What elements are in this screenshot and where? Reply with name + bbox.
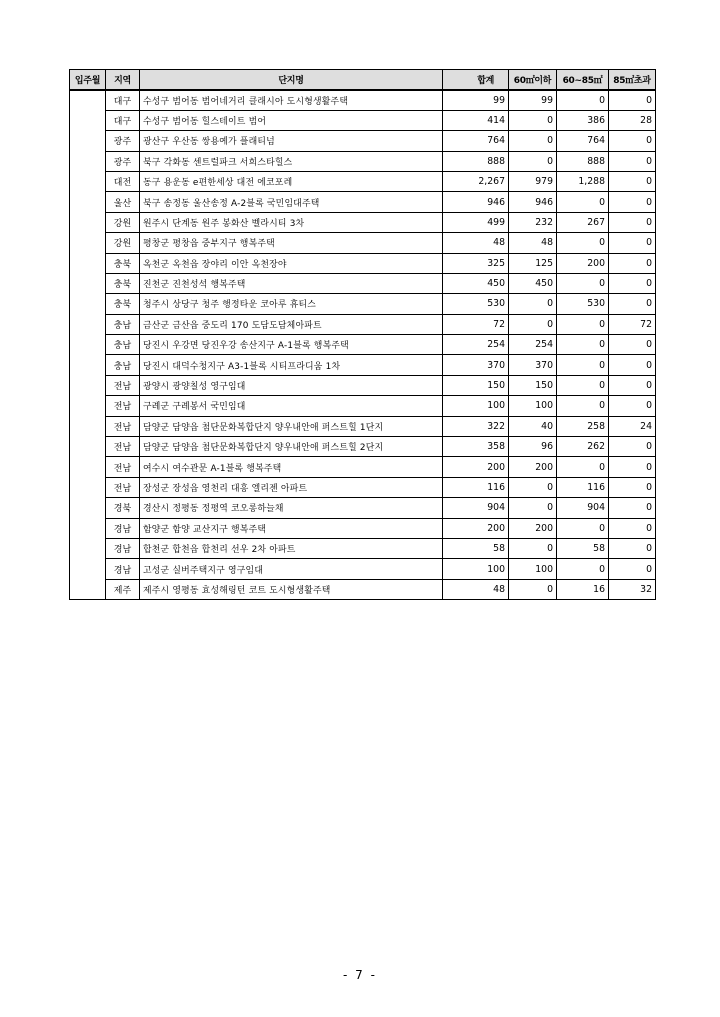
page-number: - 7 -: [343, 968, 377, 982]
under-60-cell: 370: [509, 355, 557, 375]
table-row: [70, 192, 656, 212]
total-cell: 370: [443, 355, 509, 375]
table-row: [70, 457, 656, 477]
mid-60-85-cell: 0: [557, 518, 609, 538]
total-cell: 58: [443, 538, 509, 558]
header-move-in-month: 입주월: [70, 70, 106, 90]
under-60-cell: 0: [509, 110, 557, 130]
total-cell: 150: [443, 375, 509, 395]
total-cell: 48: [443, 579, 509, 599]
complex-name-cell: 청주시 상당구 청주 행정타운 코아루 휴티스: [140, 294, 443, 314]
housing-table: [69, 69, 656, 600]
region-cell: 대구: [106, 90, 140, 110]
mid-60-85-cell: 0: [557, 90, 609, 110]
complex-name-cell: 옥천군 옥천읍 장야리 이안 옥천장야: [140, 253, 443, 273]
region-cell: 전남: [106, 416, 140, 436]
over-85-cell: 0: [609, 212, 656, 232]
mid-60-85-cell: 262: [557, 437, 609, 457]
region-cell: 광주: [106, 131, 140, 151]
mid-60-85-cell: 0: [557, 314, 609, 334]
total-cell: 764: [443, 131, 509, 151]
total-cell: 100: [443, 396, 509, 416]
over-85-cell: 0: [609, 151, 656, 171]
under-60-cell: 0: [509, 294, 557, 314]
total-cell: 450: [443, 273, 509, 293]
under-60-cell: 96: [509, 437, 557, 457]
under-60-cell: 200: [509, 518, 557, 538]
over-85-cell: 0: [609, 273, 656, 293]
complex-name-cell: 금산군 금산읍 중도리 170 도담도담체아파트: [140, 314, 443, 334]
over-85-cell: 0: [609, 335, 656, 355]
total-cell: 946: [443, 192, 509, 212]
under-60-cell: 99: [509, 90, 557, 110]
over-85-cell: 0: [609, 538, 656, 558]
table-row: [70, 90, 656, 110]
under-60-cell: 450: [509, 273, 557, 293]
mid-60-85-cell: 0: [557, 192, 609, 212]
region-cell: 제주: [106, 579, 140, 599]
total-cell: 48: [443, 233, 509, 253]
total-cell: 322: [443, 416, 509, 436]
under-60-cell: 0: [509, 538, 557, 558]
header-total: 합계: [443, 70, 509, 90]
complex-name-cell: 합천군 합천읍 합천리 선우 2차 아파트: [140, 538, 443, 558]
total-cell: 2,267: [443, 171, 509, 191]
complex-name-cell: 경산시 정평동 정평역 코오롱하늘채: [140, 498, 443, 518]
complex-name-cell: 동구 용운동 e편한세상 대전 에코포레: [140, 171, 443, 191]
complex-name-cell: 구례군 구례봉서 국민임대: [140, 396, 443, 416]
mid-60-85-cell: 530: [557, 294, 609, 314]
region-cell: 대전: [106, 171, 140, 191]
mid-60-85-cell: 0: [557, 233, 609, 253]
under-60-cell: 254: [509, 335, 557, 355]
under-60-cell: 200: [509, 457, 557, 477]
under-60-cell: 150: [509, 375, 557, 395]
region-cell: 전남: [106, 396, 140, 416]
table-row: [70, 151, 656, 171]
total-cell: 888: [443, 151, 509, 171]
under-60-cell: 100: [509, 559, 557, 579]
over-85-cell: 28: [609, 110, 656, 130]
total-cell: 99: [443, 90, 509, 110]
table-row: [70, 437, 656, 457]
complex-name-cell: 진천군 진천성석 행복주택: [140, 273, 443, 293]
under-60-cell: 0: [509, 314, 557, 334]
over-85-cell: 0: [609, 233, 656, 253]
region-cell: 전남: [106, 437, 140, 457]
region-cell: 전남: [106, 375, 140, 395]
total-cell: 254: [443, 335, 509, 355]
table-row: [70, 498, 656, 518]
mid-60-85-cell: 0: [557, 559, 609, 579]
table-row: [70, 538, 656, 558]
total-cell: 904: [443, 498, 509, 518]
table-row: [70, 559, 656, 579]
table-row: [70, 273, 656, 293]
region-cell: 강원: [106, 233, 140, 253]
table-row: [70, 335, 656, 355]
header-region: 지역: [106, 70, 140, 90]
complex-name-cell: 수성구 범어동 범어네거리 클래시아 도시형생활주택: [140, 90, 443, 110]
under-60-cell: 100: [509, 396, 557, 416]
over-85-cell: 24: [609, 416, 656, 436]
table-row: [70, 518, 656, 538]
table-row: [70, 396, 656, 416]
mid-60-85-cell: 258: [557, 416, 609, 436]
table-row: [70, 212, 656, 232]
over-85-cell: 32: [609, 579, 656, 599]
header-complex-name: 단지명: [140, 70, 443, 90]
table-row: [70, 416, 656, 436]
mid-60-85-cell: 16: [557, 579, 609, 599]
region-cell: 광주: [106, 151, 140, 171]
complex-name-cell: 북구 각화동 센트럴파크 서희스타힐스: [140, 151, 443, 171]
region-cell: 대구: [106, 110, 140, 130]
complex-name-cell: 원주시 단계동 원주 봉화산 벨라시티 3차: [140, 212, 443, 232]
total-cell: 116: [443, 477, 509, 497]
header-60-85: 60~85㎡: [557, 70, 609, 90]
complex-name-cell: 담양군 담양읍 첨단문화복합단지 양우내안애 퍼스트힐 2단지: [140, 437, 443, 457]
table-row: [70, 375, 656, 395]
total-cell: 200: [443, 457, 509, 477]
header-row: [70, 70, 656, 90]
complex-name-cell: 고성군 실버주택지구 영구임대: [140, 559, 443, 579]
under-60-cell: 232: [509, 212, 557, 232]
over-85-cell: 0: [609, 559, 656, 579]
under-60-cell: 0: [509, 131, 557, 151]
over-85-cell: 0: [609, 375, 656, 395]
mid-60-85-cell: 0: [557, 335, 609, 355]
region-cell: 전남: [106, 457, 140, 477]
complex-name-cell: 여수시 여수관문 A-1블록 행복주택: [140, 457, 443, 477]
table-row: [70, 110, 656, 130]
total-cell: 100: [443, 559, 509, 579]
table-row: [70, 171, 656, 191]
under-60-cell: 48: [509, 233, 557, 253]
region-cell: 전남: [106, 477, 140, 497]
complex-name-cell: 수성구 범어동 힐스테이트 범어: [140, 110, 443, 130]
total-cell: 530: [443, 294, 509, 314]
under-60-cell: 0: [509, 498, 557, 518]
region-cell: 충북: [106, 273, 140, 293]
region-cell: 충남: [106, 314, 140, 334]
over-85-cell: 0: [609, 457, 656, 477]
over-85-cell: 0: [609, 294, 656, 314]
complex-name-cell: 광양시 광양칠성 영구임대: [140, 375, 443, 395]
complex-name-cell: 광산구 우산동 쌍용예가 플래티넘: [140, 131, 443, 151]
complex-name-cell: 당진시 우강면 당진우강 송산지구 A-1블록 행복주택: [140, 335, 443, 355]
total-cell: 325: [443, 253, 509, 273]
mid-60-85-cell: 386: [557, 110, 609, 130]
over-85-cell: 0: [609, 396, 656, 416]
table-row: [70, 579, 656, 599]
over-85-cell: 0: [609, 131, 656, 151]
complex-name-cell: 제주시 영평동 효성해링턴 코트 도시형생활주택: [140, 579, 443, 599]
mid-60-85-cell: 888: [557, 151, 609, 171]
total-cell: 72: [443, 314, 509, 334]
over-85-cell: 0: [609, 90, 656, 110]
total-cell: 414: [443, 110, 509, 130]
under-60-cell: 125: [509, 253, 557, 273]
table-row: [70, 233, 656, 253]
mid-60-85-cell: 0: [557, 457, 609, 477]
mid-60-85-cell: 267: [557, 212, 609, 232]
mid-60-85-cell: 904: [557, 498, 609, 518]
table-row: [70, 294, 656, 314]
under-60-cell: 40: [509, 416, 557, 436]
under-60-cell: 946: [509, 192, 557, 212]
mid-60-85-cell: 764: [557, 131, 609, 151]
mid-60-85-cell: 0: [557, 355, 609, 375]
header-over-85: 85㎡초과: [609, 70, 656, 90]
mid-60-85-cell: 200: [557, 253, 609, 273]
complex-name-cell: 당진시 대덕수청지구 A3-1블록 시티프라디움 1차: [140, 355, 443, 375]
region-cell: 경남: [106, 538, 140, 558]
table-row: [70, 477, 656, 497]
region-cell: 강원: [106, 212, 140, 232]
over-85-cell: 0: [609, 498, 656, 518]
total-cell: 499: [443, 212, 509, 232]
under-60-cell: 0: [509, 579, 557, 599]
region-cell: 경남: [106, 518, 140, 538]
over-85-cell: 72: [609, 314, 656, 334]
total-cell: 358: [443, 437, 509, 457]
table-row: [70, 314, 656, 334]
table-row: [70, 355, 656, 375]
complex-name-cell: 장성군 장성읍 영천리 대흥 엘리젠 아파트: [140, 477, 443, 497]
over-85-cell: 0: [609, 253, 656, 273]
complex-name-cell: 함양군 함양 교산지구 행복주택: [140, 518, 443, 538]
mid-60-85-cell: 1,288: [557, 171, 609, 191]
under-60-cell: 979: [509, 171, 557, 191]
table-row: [70, 131, 656, 151]
region-cell: 충북: [106, 253, 140, 273]
region-cell: 충남: [106, 335, 140, 355]
region-cell: 울산: [106, 192, 140, 212]
over-85-cell: 0: [609, 437, 656, 457]
complex-name-cell: 담양군 담양읍 첨단문화복합단지 양우내안애 퍼스트힐 1단지: [140, 416, 443, 436]
mid-60-85-cell: 58: [557, 538, 609, 558]
mid-60-85-cell: 0: [557, 273, 609, 293]
complex-name-cell: 북구 송정동 울산송정 A-2블록 국민임대주택: [140, 192, 443, 212]
region-cell: 경북: [106, 498, 140, 518]
under-60-cell: 0: [509, 151, 557, 171]
over-85-cell: 0: [609, 355, 656, 375]
table-row: [70, 253, 656, 273]
mid-60-85-cell: 0: [557, 396, 609, 416]
over-85-cell: 0: [609, 477, 656, 497]
move-in-month-cell: [70, 90, 106, 600]
header-under-60: 60㎡이하: [509, 70, 557, 90]
complex-name-cell: 평창군 평창읍 중부지구 행복주택: [140, 233, 443, 253]
over-85-cell: 0: [609, 171, 656, 191]
mid-60-85-cell: 0: [557, 375, 609, 395]
table-body: [70, 90, 656, 600]
over-85-cell: 0: [609, 518, 656, 538]
mid-60-85-cell: 116: [557, 477, 609, 497]
region-cell: 충남: [106, 355, 140, 375]
over-85-cell: 0: [609, 192, 656, 212]
total-cell: 200: [443, 518, 509, 538]
region-cell: 경남: [106, 559, 140, 579]
under-60-cell: 0: [509, 477, 557, 497]
region-cell: 충북: [106, 294, 140, 314]
